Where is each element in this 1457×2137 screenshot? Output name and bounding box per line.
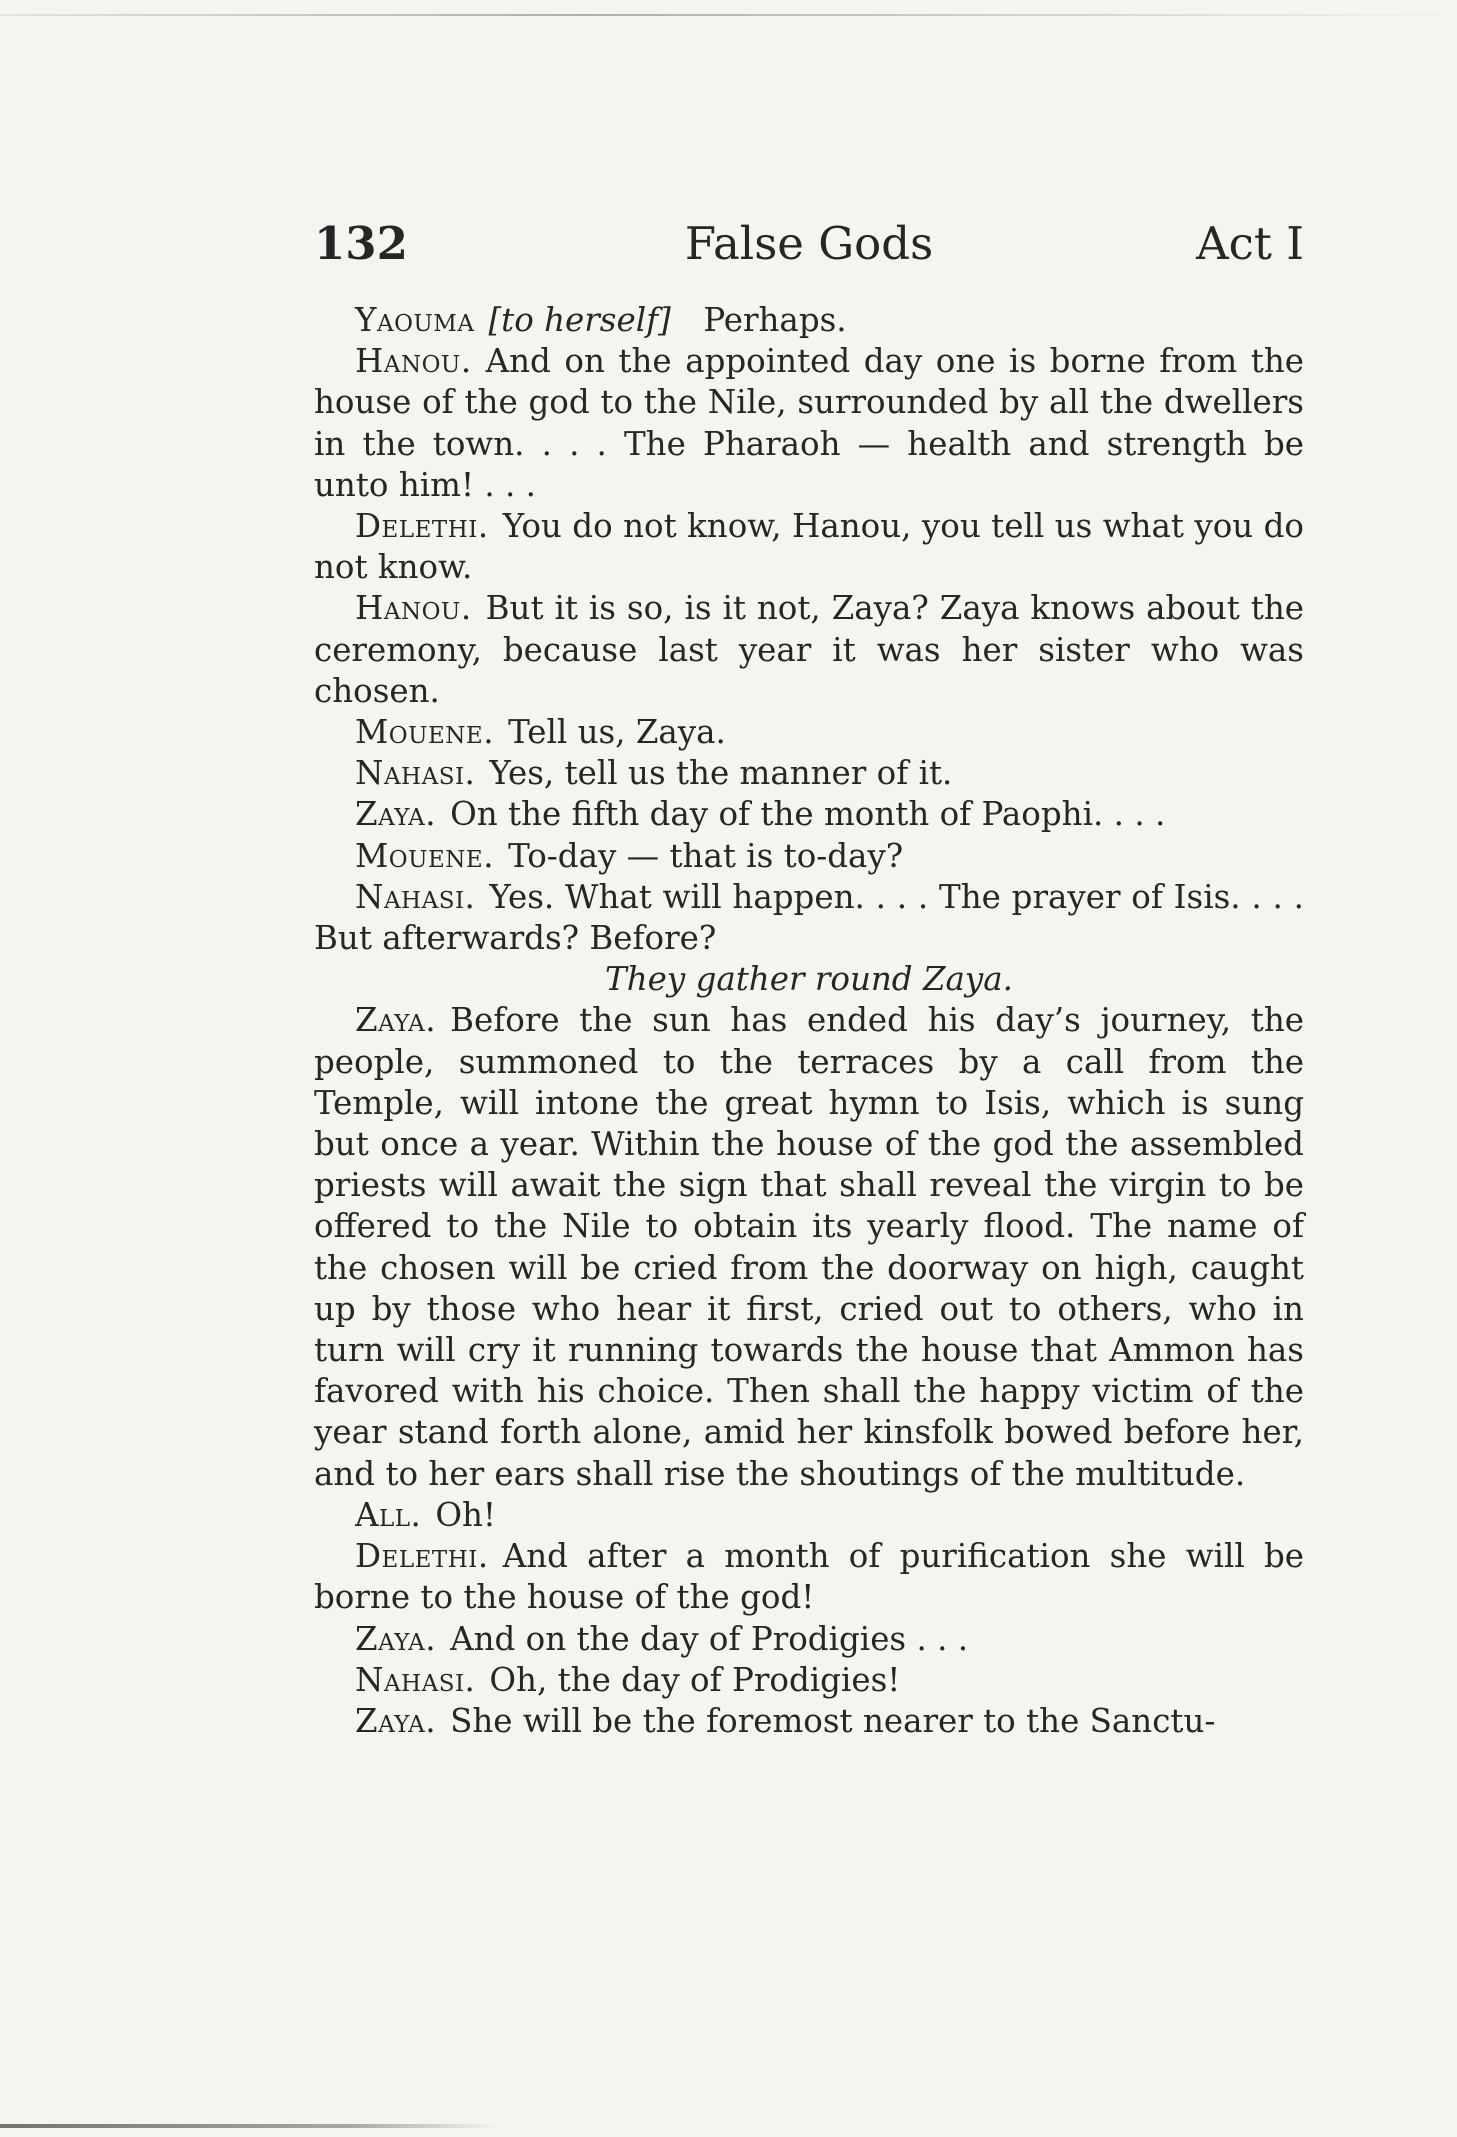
speaker-name: Zaya.: [355, 1001, 437, 1040]
speaker-name: Mouene.: [355, 713, 495, 752]
speech-line: [314, 1495, 1304, 1536]
speech-text: Yes, tell us the manner of it.: [489, 754, 953, 793]
speech-line: [314, 506, 1304, 588]
speaker-name: Zaya.: [355, 1619, 437, 1658]
play-text: [314, 300, 1304, 1742]
speech-line: [314, 1000, 1304, 1494]
speaker-name: All.: [355, 1495, 422, 1534]
speech-text: Tell us, Zaya.: [508, 713, 726, 752]
speech-text: And after a month of purification she will be borne to the house of the god!: [314, 1537, 1304, 1617]
aside-direction: [to herself]: [488, 301, 671, 339]
speaker-name: Delethi.: [355, 507, 489, 546]
speech-line: [314, 1660, 1304, 1701]
speech-line: [314, 753, 1304, 794]
act-label: Act I: [1196, 217, 1304, 270]
speaker-name: Hanou.: [355, 589, 472, 628]
speech-text: To-day — that is to-day?: [508, 836, 904, 875]
speech-text: Before the sun has ended his day’s journey, the people, summoned to the terraces by a call from the Temple, will intone the great hymn to Isis, which is sung but once a year. Within the house of the god the assembled priests will await the sign that shall reveal the virgin to be offered to the Nile to obtain its yearly flood. The name of the chosen will be cried from the doorway on high, caught up by those who hear it first, cried out to others, who in turn will cry it running towards the house that Ammon has favored with his choice. Then shall the happy victim of the year stand forth alone, amid her kinsfolk bowed before her, and to her ears shall rise the shoutings of the multitude.: [314, 1001, 1304, 1493]
page-number: 132: [314, 217, 408, 270]
speaker-name: Hanou.: [355, 342, 472, 381]
running-head: [314, 214, 1304, 274]
scan-edge-top: [0, 14, 1457, 16]
book-page: [314, 214, 1304, 1742]
speech-line: [314, 1536, 1304, 1618]
speech-line: [314, 300, 1304, 341]
speech-text: You do not know, Hanou, you tell us what you do not know.: [314, 507, 1304, 587]
speech-line: [314, 341, 1304, 506]
book-title: False Gods: [684, 217, 934, 270]
speaker-name: Nahasi.: [355, 877, 476, 916]
speaker-name: Nahasi.: [355, 754, 476, 793]
speech-text: But it is so, is it not, Zaya? Zaya knows about the ceremony, because last year it was her sister who was chosen.: [314, 589, 1304, 710]
speaker-name: Zaya.: [355, 1701, 437, 1740]
speech-line: [314, 877, 1304, 959]
speaker-name: Delethi.: [355, 1537, 489, 1576]
speech-text: On the fifth day of the month of Paophi. . . .: [450, 795, 1166, 834]
speech-text: And on the appointed day one is borne from the house of the god to the Nile, surrounded by all the dwellers in the town. . . . The Pharaoh — health and strength be unto him! . . .: [314, 342, 1304, 504]
speech-line: [314, 1619, 1304, 1660]
speech-text: Yes. What will happen. . . . The prayer of Isis. . . . But afterwards? Before?: [314, 877, 1304, 958]
speech-text: Oh, the day of Prodigies!: [489, 1660, 901, 1699]
speaker-name: Mouene.: [355, 836, 495, 875]
scan-edge-bottom: [0, 2124, 500, 2128]
speech-line: [314, 1701, 1304, 1742]
speech-line: [314, 712, 1304, 753]
speaker-name: Nahasi.: [355, 1660, 476, 1699]
speaker-name: Zaya.: [355, 795, 437, 834]
speech-line: [314, 836, 1304, 877]
speech-line: [314, 794, 1304, 835]
stage-direction: They gather round Zaya.: [605, 960, 1013, 999]
speech-text: Perhaps.: [703, 301, 847, 339]
speech-text: Oh!: [435, 1495, 496, 1534]
speaker-name: Yaouma: [355, 301, 475, 339]
speech-line: [314, 588, 1304, 712]
speech-text: She will be the foremost nearer to the Sanctu-: [450, 1701, 1216, 1740]
speech-text: And on the day of Prodigies . . .: [450, 1619, 969, 1658]
